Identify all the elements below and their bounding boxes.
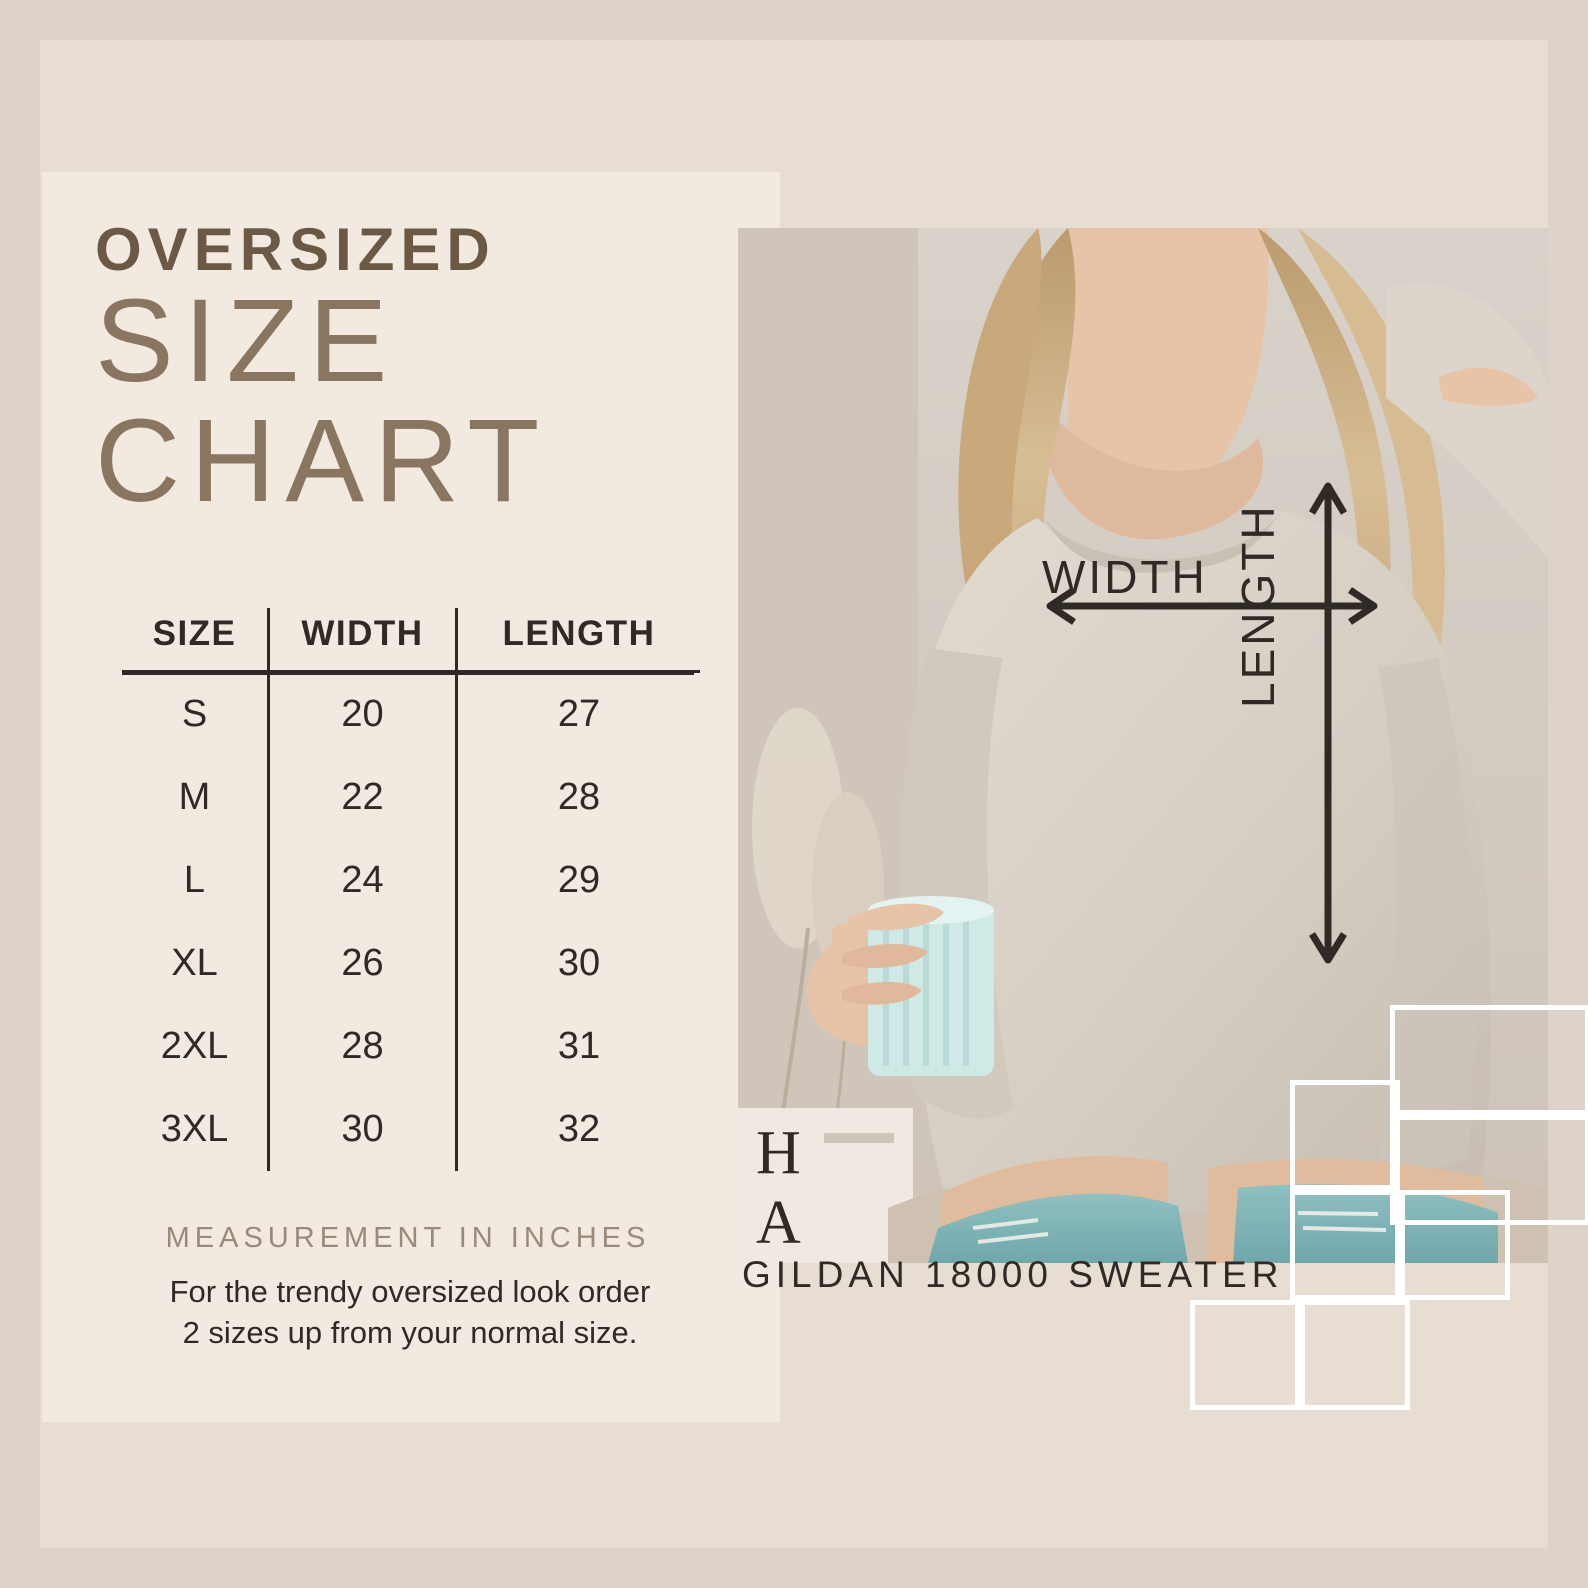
cell-width: 22 bbox=[269, 756, 457, 839]
size-table-head bbox=[122, 608, 700, 672]
cell-length: 29 bbox=[457, 839, 701, 922]
deco-square bbox=[1400, 1190, 1510, 1300]
cell-length: 28 bbox=[457, 756, 701, 839]
title-oversized: OVERSIZED bbox=[95, 216, 496, 283]
decorative-squares bbox=[1190, 1005, 1588, 1425]
cell-size: 3XL bbox=[160, 1108, 229, 1150]
sizing-advice-line2: 2 sizes up from your normal size. bbox=[182, 1314, 638, 1350]
svg-text:H: H bbox=[756, 1119, 801, 1187]
table-row bbox=[122, 922, 700, 1005]
cell-length: 27 bbox=[457, 672, 701, 757]
cell-width: 20 bbox=[269, 672, 457, 757]
size-table bbox=[122, 608, 700, 1171]
cell-width: 30 bbox=[269, 1088, 457, 1171]
cell-length: 31 bbox=[457, 1005, 701, 1088]
size-table-wrapper bbox=[122, 608, 694, 1171]
column-header-size: SIZE bbox=[152, 614, 237, 653]
cell-size: 2XL bbox=[160, 1025, 229, 1067]
magazine-decor bbox=[738, 1108, 913, 1263]
deco-square bbox=[1190, 1300, 1300, 1410]
measurement-note: MEASUREMENT IN INCHES bbox=[165, 1222, 651, 1254]
deco-square bbox=[1300, 1300, 1410, 1410]
cell-width: 28 bbox=[269, 1005, 457, 1088]
title-chart: CHART bbox=[95, 395, 550, 527]
sizing-advice-line1: For the trendy oversized look order bbox=[169, 1274, 651, 1309]
width-label: WIDTH bbox=[1042, 551, 1208, 603]
table-row bbox=[122, 1088, 700, 1171]
cell-width: 26 bbox=[269, 922, 457, 1005]
deco-square bbox=[1390, 1005, 1588, 1115]
deco-square bbox=[1290, 1080, 1400, 1190]
table-header-rule bbox=[122, 672, 694, 675]
table-header-row bbox=[122, 608, 700, 672]
table-row bbox=[122, 756, 700, 839]
table-row bbox=[122, 672, 700, 757]
title-size: SIZE bbox=[95, 275, 398, 407]
photo-caption: GILDAN 18000 SWEATER bbox=[742, 1254, 1284, 1295]
cell-size: S bbox=[181, 693, 208, 735]
column-header-width: WIDTH bbox=[269, 608, 457, 672]
cell-size: M bbox=[178, 776, 211, 818]
cell-width: 24 bbox=[269, 839, 457, 922]
column-header-length: LENGTH bbox=[457, 608, 701, 672]
deco-square bbox=[1290, 1190, 1400, 1300]
svg-text:A: A bbox=[756, 1189, 801, 1257]
cell-length: 32 bbox=[457, 1088, 701, 1171]
table-row bbox=[122, 839, 700, 922]
sizing-advice bbox=[110, 1272, 710, 1354]
table-row bbox=[122, 1005, 700, 1088]
cell-length: 30 bbox=[457, 922, 701, 1005]
cell-size: L bbox=[183, 859, 206, 901]
size-table-body bbox=[122, 672, 700, 1172]
length-label: LENGTH bbox=[1232, 503, 1284, 708]
cell-size: XL bbox=[171, 942, 218, 984]
